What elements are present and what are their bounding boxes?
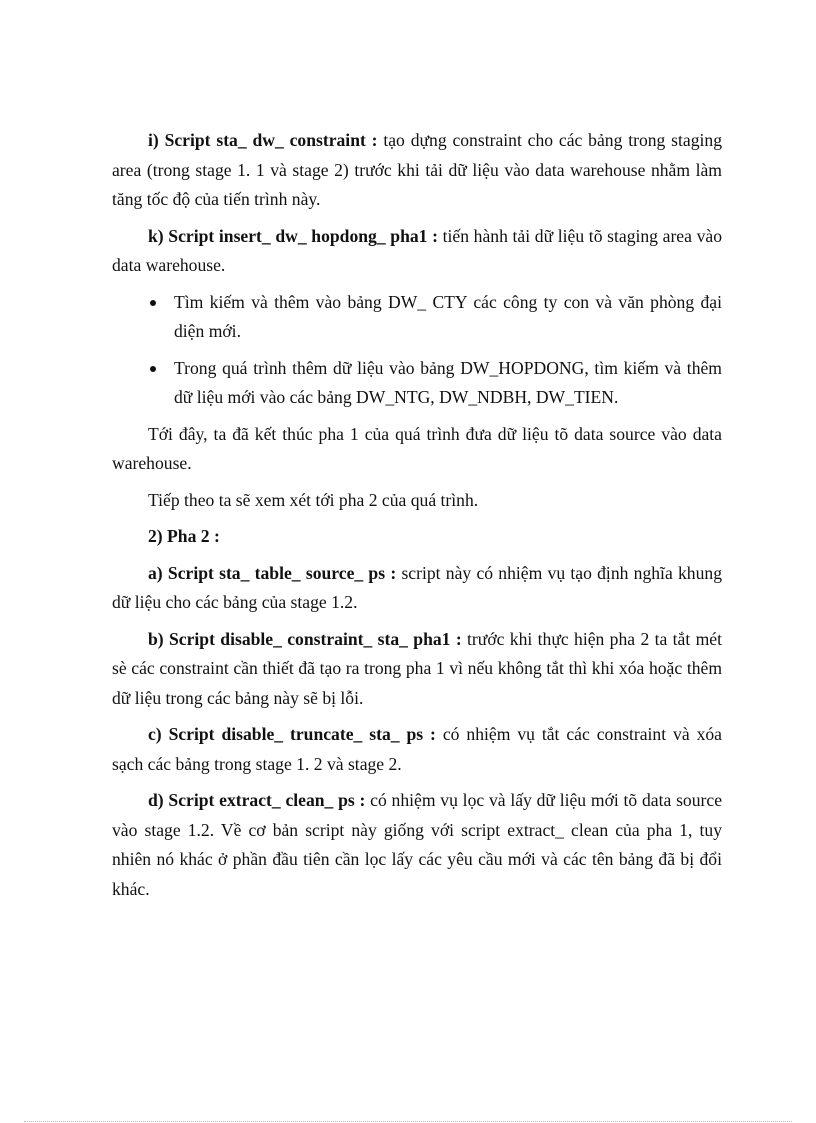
paragraph-script-disable-constraint: [112, 625, 722, 714]
paragraph-script-extract-clean: [112, 786, 722, 904]
list-item: [112, 354, 722, 413]
paragraph-script-disable-truncate: [112, 720, 722, 779]
paragraph-end-pha1: Tới đây, ta đã kết thúc pha 1 của quá trình đưa dữ liệu tõ data source vào data warehouse.: [112, 423, 722, 473]
script-label: k) Script insert_ dw_ hopdong_ pha1 :: [148, 225, 438, 246]
bullet-icon: [150, 300, 156, 306]
script-label: c) Script disable_ truncate_ sta_ ps :: [148, 724, 436, 744]
script-label: i) Script sta_ dw_ constraint :: [148, 130, 378, 150]
paragraph-script-sta-dw-constraint: [112, 126, 722, 215]
list-item-text: Trong quá trình thêm dữ liệu vào bảng DW_HOPDONG, tìm kiếm và thêm dữ liệu mới vào các bảng DW_NTG, DW_NDBH, DW_TIEN.: [174, 357, 722, 407]
bullet-icon: [150, 366, 156, 372]
paragraph-text: script này có nhiệm vụ tạo định nghĩa khung dữ liệu cho các bảng của stage 1.2.: [112, 562, 722, 612]
paragraph-text: tạo dựng constraint cho các bảng trong staging area (trong stage 1. 1 và stage 2) trước khi tải dữ liệu vào data warehouse nhằm làm tăng tốc độ của tiến trình này.: [112, 130, 722, 209]
paragraph-next-pha2: Tiếp theo ta sẽ xem xét tới pha 2 của quá trình.: [148, 489, 479, 510]
script-label: a) Script sta_ table_ source_ ps :: [148, 562, 397, 583]
list-item: [112, 288, 722, 347]
bullet-list: [112, 288, 722, 413]
paragraph-text: trước khi thực hiện pha 2 ta tắt mét sè các constraint cần thiết đã tạo ra trong pha 1 vì nếu không tắt thì khi xóa hoặc thêm dữ liệu trong các bảng này sẽ bị lỗi.: [112, 628, 722, 708]
paragraph-text: có nhiệm vụ tắt các constraint và xóa sạch các bảng trong stage 1. 2 và stage 2.: [112, 724, 722, 774]
paragraph-script-insert-dw-hopdong: [112, 222, 722, 281]
list-item-text: Tìm kiếm và thêm vào bảng DW_ CTY các công ty con và văn phòng đại diện mới.: [174, 291, 722, 341]
script-label: d) Script extract_ clean_ ps :: [148, 790, 366, 810]
document-page: [112, 126, 722, 911]
script-label: b) Script disable_ constraint_ sta_ pha1 :: [148, 628, 462, 649]
page-bottom-divider: [24, 1121, 792, 1122]
section-heading-pha2: 2) Pha 2 :: [148, 526, 220, 546]
paragraph-script-sta-table-source: [112, 559, 722, 618]
paragraph-text: tiến hành tải dữ liệu tõ staging area vào data warehouse.: [112, 225, 722, 275]
paragraph-text: có nhiệm vụ lọc và lấy dữ liệu mới tõ data source vào stage 1.2. Về cơ bản script này giống với script extract_ clean của pha 1, tuy nhiên nó khác ở phần đầu tiên cần lọc lấy các yêu cầu mới và các tên bảng đã bị đổi khác.: [112, 790, 723, 899]
